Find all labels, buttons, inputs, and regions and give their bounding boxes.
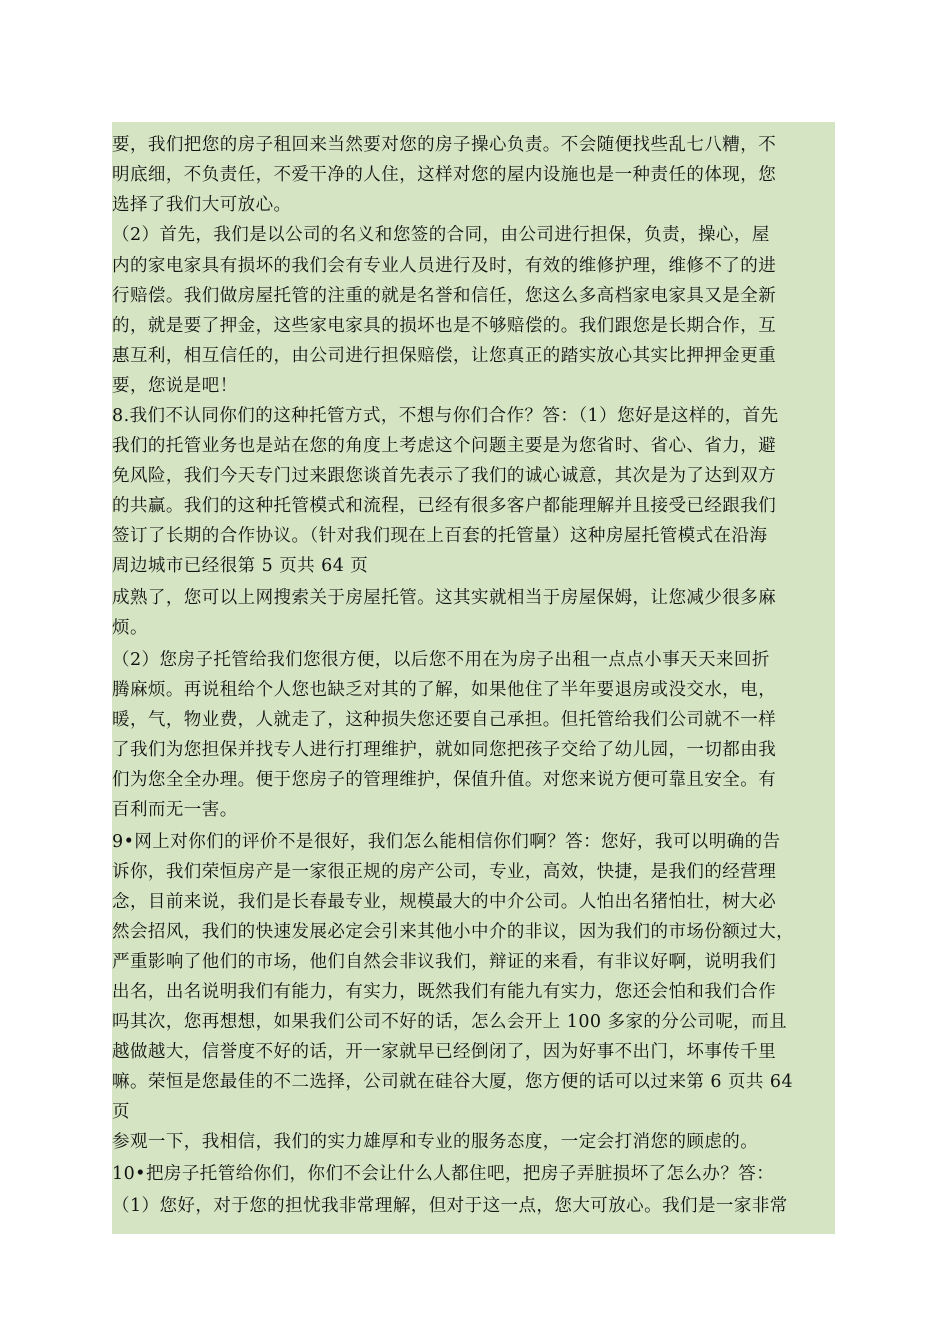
text-line: 要，您说是吧！ (112, 376, 238, 396)
text-line: 诉你，我们荣恒房产是一家很正规的房产公司，专业，高效，快捷，是我们的经营理 (112, 862, 777, 882)
text-line: 念，目前来说，我们是长春最专业，规模最大的中介公司。人怕出名猪怕壮，树大必 (112, 892, 777, 912)
text-line: 然会招风，我们的快速发展必定会引来其他小中介的非议，因为我们的市场份额过大， (112, 922, 795, 942)
text-line: （2）首先，我们是以公司的名义和您签的合同，由公司进行担保，负责，操心，屋 (112, 225, 770, 245)
text-line: 明底细，不负责任，不爱干净的人住，这样对您的屋内设施也是一种责任的体现，您 (112, 165, 777, 185)
text-line: 的共赢。我们的这种托管模式和流程，已经有很多客户都能理解并且接受已经跟我们 (112, 496, 777, 516)
text-line: 免风险，我们今天专门过来跟您谈首先表示了我们的诚心诚意，其次是为了达到双方 (112, 466, 777, 486)
text-line: 的，就是要了押金，这些家电家具的损坏也是不够赔偿的。我们跟您是长期合作，互 (112, 316, 777, 336)
text-line: 越做越大，信誉度不好的话，开一家就早已经倒闭了，因为好事不出门，坏事传千里 (112, 1042, 777, 1062)
text-line: 吗其次，您再想想，如果我们公司不好的话，怎么会开上 100 多家的分公司呢，而且 (112, 1012, 788, 1032)
text-line: 9•网上对你们的评价不是很好，我们怎么能相信你们啊？答：您好，我可以明确的告 (112, 832, 781, 852)
text-line: 要，我们把您的房子租回来当然要对您的房子操心负责。不会随便找些乱七八糟，不 (112, 135, 777, 155)
text-line: 我们的托管业务也是站在您的角度上考虑这个问题主要是为您省时、省心、省力，避 (112, 436, 777, 456)
text-line: （2）您房子托管给我们您很方便，以后您不用在为房子出租一点点小事天天来回折 (112, 650, 770, 670)
text-line: 惠互利，相互信任的，由公司进行担保赔偿，让您真正的踏实放心其实比押押金更重 (112, 346, 777, 366)
text-line: （1）您好，对于您的担忧我非常理解，但对于这一点，您大可放心。我们是一家非常 (112, 1196, 788, 1216)
document-page (112, 122, 835, 1234)
text-line: 腾麻烦。再说租给个人您也缺乏对其的了解，如果他住了半年要退房或没交水，电， (112, 680, 777, 700)
text-line: 出名，出名说明我们有能力，有实力，既然我们有能九有实力，您还会怕和我们合作 (112, 982, 777, 1002)
text-line: 内的家电家具有损坏的我们会有专业人员进行及时，有效的维修护理，维修不了的进 (112, 256, 777, 276)
text-line: 签订了长期的合作协议。（针对我们现在上百套的托管量）这种房屋托管模式在沿海 (112, 526, 768, 546)
text-line: 暖，气，物业费，人就走了，这种损失您还要自己承担。但托管给我们公司就不一样 (112, 710, 777, 730)
text-line: 页 (112, 1102, 130, 1122)
text-line: 成熟了，您可以上网搜索关于房屋托管。这其实就相当于房屋保姆，让您减少很多麻 (112, 588, 777, 608)
text-line: 8.我们不认同你们的这种托管方式，不想与你们合作？答：（1）您好是这样的，首先 (112, 406, 779, 426)
text-line: 嘛。荣恒是您最佳的不二选择，公司就在硅谷大厦，您方便的话可以过来第 6 页共 64 (112, 1072, 794, 1092)
text-line: 行赔偿。我们做房屋托管的注重的就是名誉和信任，您这么多高档家电家具又是全新 (112, 286, 777, 306)
text-line: 了我们为您担保并找专人进行打理维护，就如同您把孩子交给了幼儿园，一切都由我 (112, 740, 777, 760)
text-line: 烦。 (112, 618, 148, 638)
text-line: 周边城市已经很第 5 页共 64 页 (112, 556, 369, 576)
text-line: 们为您全全办理。便于您房子的管理维护，保值升值。对您来说方便可靠且安全。有 (112, 770, 777, 790)
text-line: 严重影响了他们的市场，他们自然会非议我们，辩证的来看，有非议好啊，说明我们 (112, 952, 777, 972)
text-line: 10•把房子托管给你们，你们不会让什么人都住吧，把房子弄脏损坏了怎么办？答： (112, 1164, 775, 1184)
text-line: 百利而无一害。 (112, 800, 238, 820)
text-line: 选择了我们大可放心。 (112, 195, 292, 215)
text-line: 参观一下，我相信，我们的实力雄厚和专业的服务态度，一定会打消您的顾虑的。 (112, 1132, 759, 1152)
